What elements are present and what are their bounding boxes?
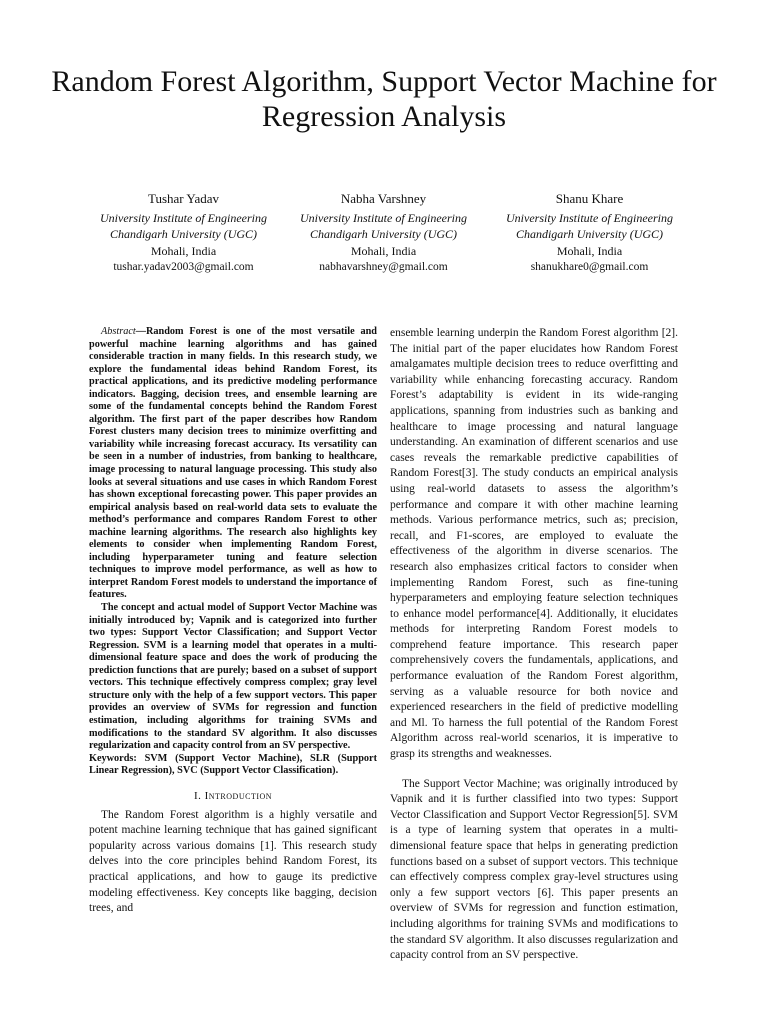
body-paragraph: The Support Vector Machine; was originally introduced by Vapnik and it is further classified into two types: Support Vector Classification and Support Vector Regression[5]. SVM is a type of learning system that operates in a multi-dimensional feature space that helps in generating prediction functions based on a subset of support vectors. This technique can effectively compress complex gray-level structures using only a few support vectors [6]. This paper presents an overview of SVMs for regression and function estimation, including algorithms for training SVMs and modifications to the standard SV algorithm. It also discusses regularization and capacity control from an SV perspective. (390, 777, 678, 962)
section-title: Introduction (204, 789, 273, 802)
section-number: I. (193, 789, 202, 802)
author-affiliation: Chandigarh University (UGC) (309, 227, 458, 241)
abstract-label: Abstract (101, 326, 136, 337)
author-block (276, 191, 491, 276)
author-location: Mohali, India (350, 243, 417, 258)
author-name: Nabha Varshney (340, 191, 427, 206)
section-heading (89, 790, 377, 802)
keywords: Keywords: SVM (Support Vector Machine), SLR (Support Linear Regression), SVC (Support Vector Classification). (89, 752, 377, 777)
abstract-paragraph (89, 326, 377, 602)
author-location: Mohali, India (556, 243, 623, 258)
author-affiliation: University Institute of Engineering (300, 210, 467, 225)
author-email: tushar.yadav2003@gmail.com (113, 261, 254, 273)
right-column (390, 326, 678, 964)
author-name: Tushar Yadav (147, 191, 220, 206)
abstract (89, 326, 377, 778)
author-affiliation: University Institute of Engineering (100, 210, 267, 225)
author-email: shanukhare0@gmail.com (530, 261, 649, 273)
author-block (482, 191, 697, 276)
introduction-body (89, 808, 377, 917)
author-affiliation: Chandigarh University (UGC) (515, 227, 664, 241)
author-affiliation: Chandigarh University (UGC) (109, 227, 258, 241)
left-column (89, 326, 377, 917)
author-block (76, 191, 291, 276)
body-paragraph: ensemble learning underpin the Random Forest algorithm [2]. The initial part of the paper elucidates how Random Forest amalgamates multiple decision trees to reduce overfitting and variability while enhancing forecasting accuracy. Random Forest’s adaptability is evident in its wide-ranging applications, spanning from industries such as banking and healthcare to image processing and natural language understanding. An examination of different scenarios and use cases reveals the remarkable predictive capabilities of Random Forest[3]. The study conducts an empirical analysis using real-world datasets to assess the algorithm’s performance and compare it with other machine learning methods. Various performance metrics, such as; precision, recall, and F1-scores, are employed to evaluate the effectiveness of the algorithm in diverse scenarios. The research also emphasizes critical factors to consider when implementing Random Forest, such as fine-tuning hyperparameters and employing feature selection techniques to enhance model performance[4]. Additionally, it elucidates methods for interpreting Random Forest models to comprehend feature importance. This research paper comprehensively covers the fundamentals, applications, and performance evaluation of the Random Forest algorithm, serving as a valuable resource for both novice and experienced researchers in the field of predictive modelling and Ml. To harness the full potential of the Random Forest Algorithm across real-world scenarios, it is imperative to grasp its strengths and weaknesses. (390, 327, 678, 761)
author-email: nabhavarshney@gmail.com (319, 261, 448, 273)
body-paragraph: The Random Forest algorithm is a highly versatile and potent machine learning technique that has gained significant popularity across various domains [1]. This research study delves into the core principles behind Random Forest, its practical applications, and how to gauge its predictive modeling effectiveness. Key concepts like bagging, decision trees, and (89, 808, 377, 915)
paper-title: Random Forest Algorithm, Support Vector Machine for Regression Analysis (51, 65, 717, 133)
abstract-text: —Random Forest is one of the most versatile and powerful machine learning algorithms and has gained considerable traction in many fields. In this research study, we explore the fundamental ideas behind Random Forest, its practical applications, and its predictive modeling performance indicators. Bagging, decision trees, and ensemble learning are some of the fundamental concepts behind the Random Forest algorithm. The first part of the paper describes how Random Forest clusters many decision trees to minimize overfitting and variability while increasing forecast accuracy. Its versatility can be seen in a number of industries, from banking to healthcare, image processing to natural language processing. This study also looks at several situations and use cases in which Random Forest has shown exceptional forecasting power. This paper provides an empirical analysis based on real-world data sets to evaluate the method’s performance and compares Random Forest to other machine learning algorithms. The research also highlights key elements to consider when implementing Random Forest, including hyperparameter tuning and feature selection techniques to improve model performance, as well as how to interpret Random Forest models to understand the importance of features. (89, 326, 377, 601)
author-affiliation: University Institute of Engineering (506, 210, 673, 225)
abstract-paragraph: The concept and actual model of Support Vector Machine was initially introduced by; Vapnik and is categorized into further two types: Support Vector Classification; and Support Vector Regression. SVM is a learning model that operates in a multi-dimensional feature space and does the work of producing the prediction functions that are purely; based on a subset of support vectors. This technique effectively compress complex; gray level structure only with the help of a few support vectors. This paper provides an overview of SVMs for regression and function estimation, including algorithms for training SVMs and modifications to the standard SV algorithm. It also discusses regularization and capacity control from an SV perspective. (89, 602, 377, 752)
author-name: Shanu Khare (555, 191, 624, 206)
author-location: Mohali, India (150, 243, 217, 258)
